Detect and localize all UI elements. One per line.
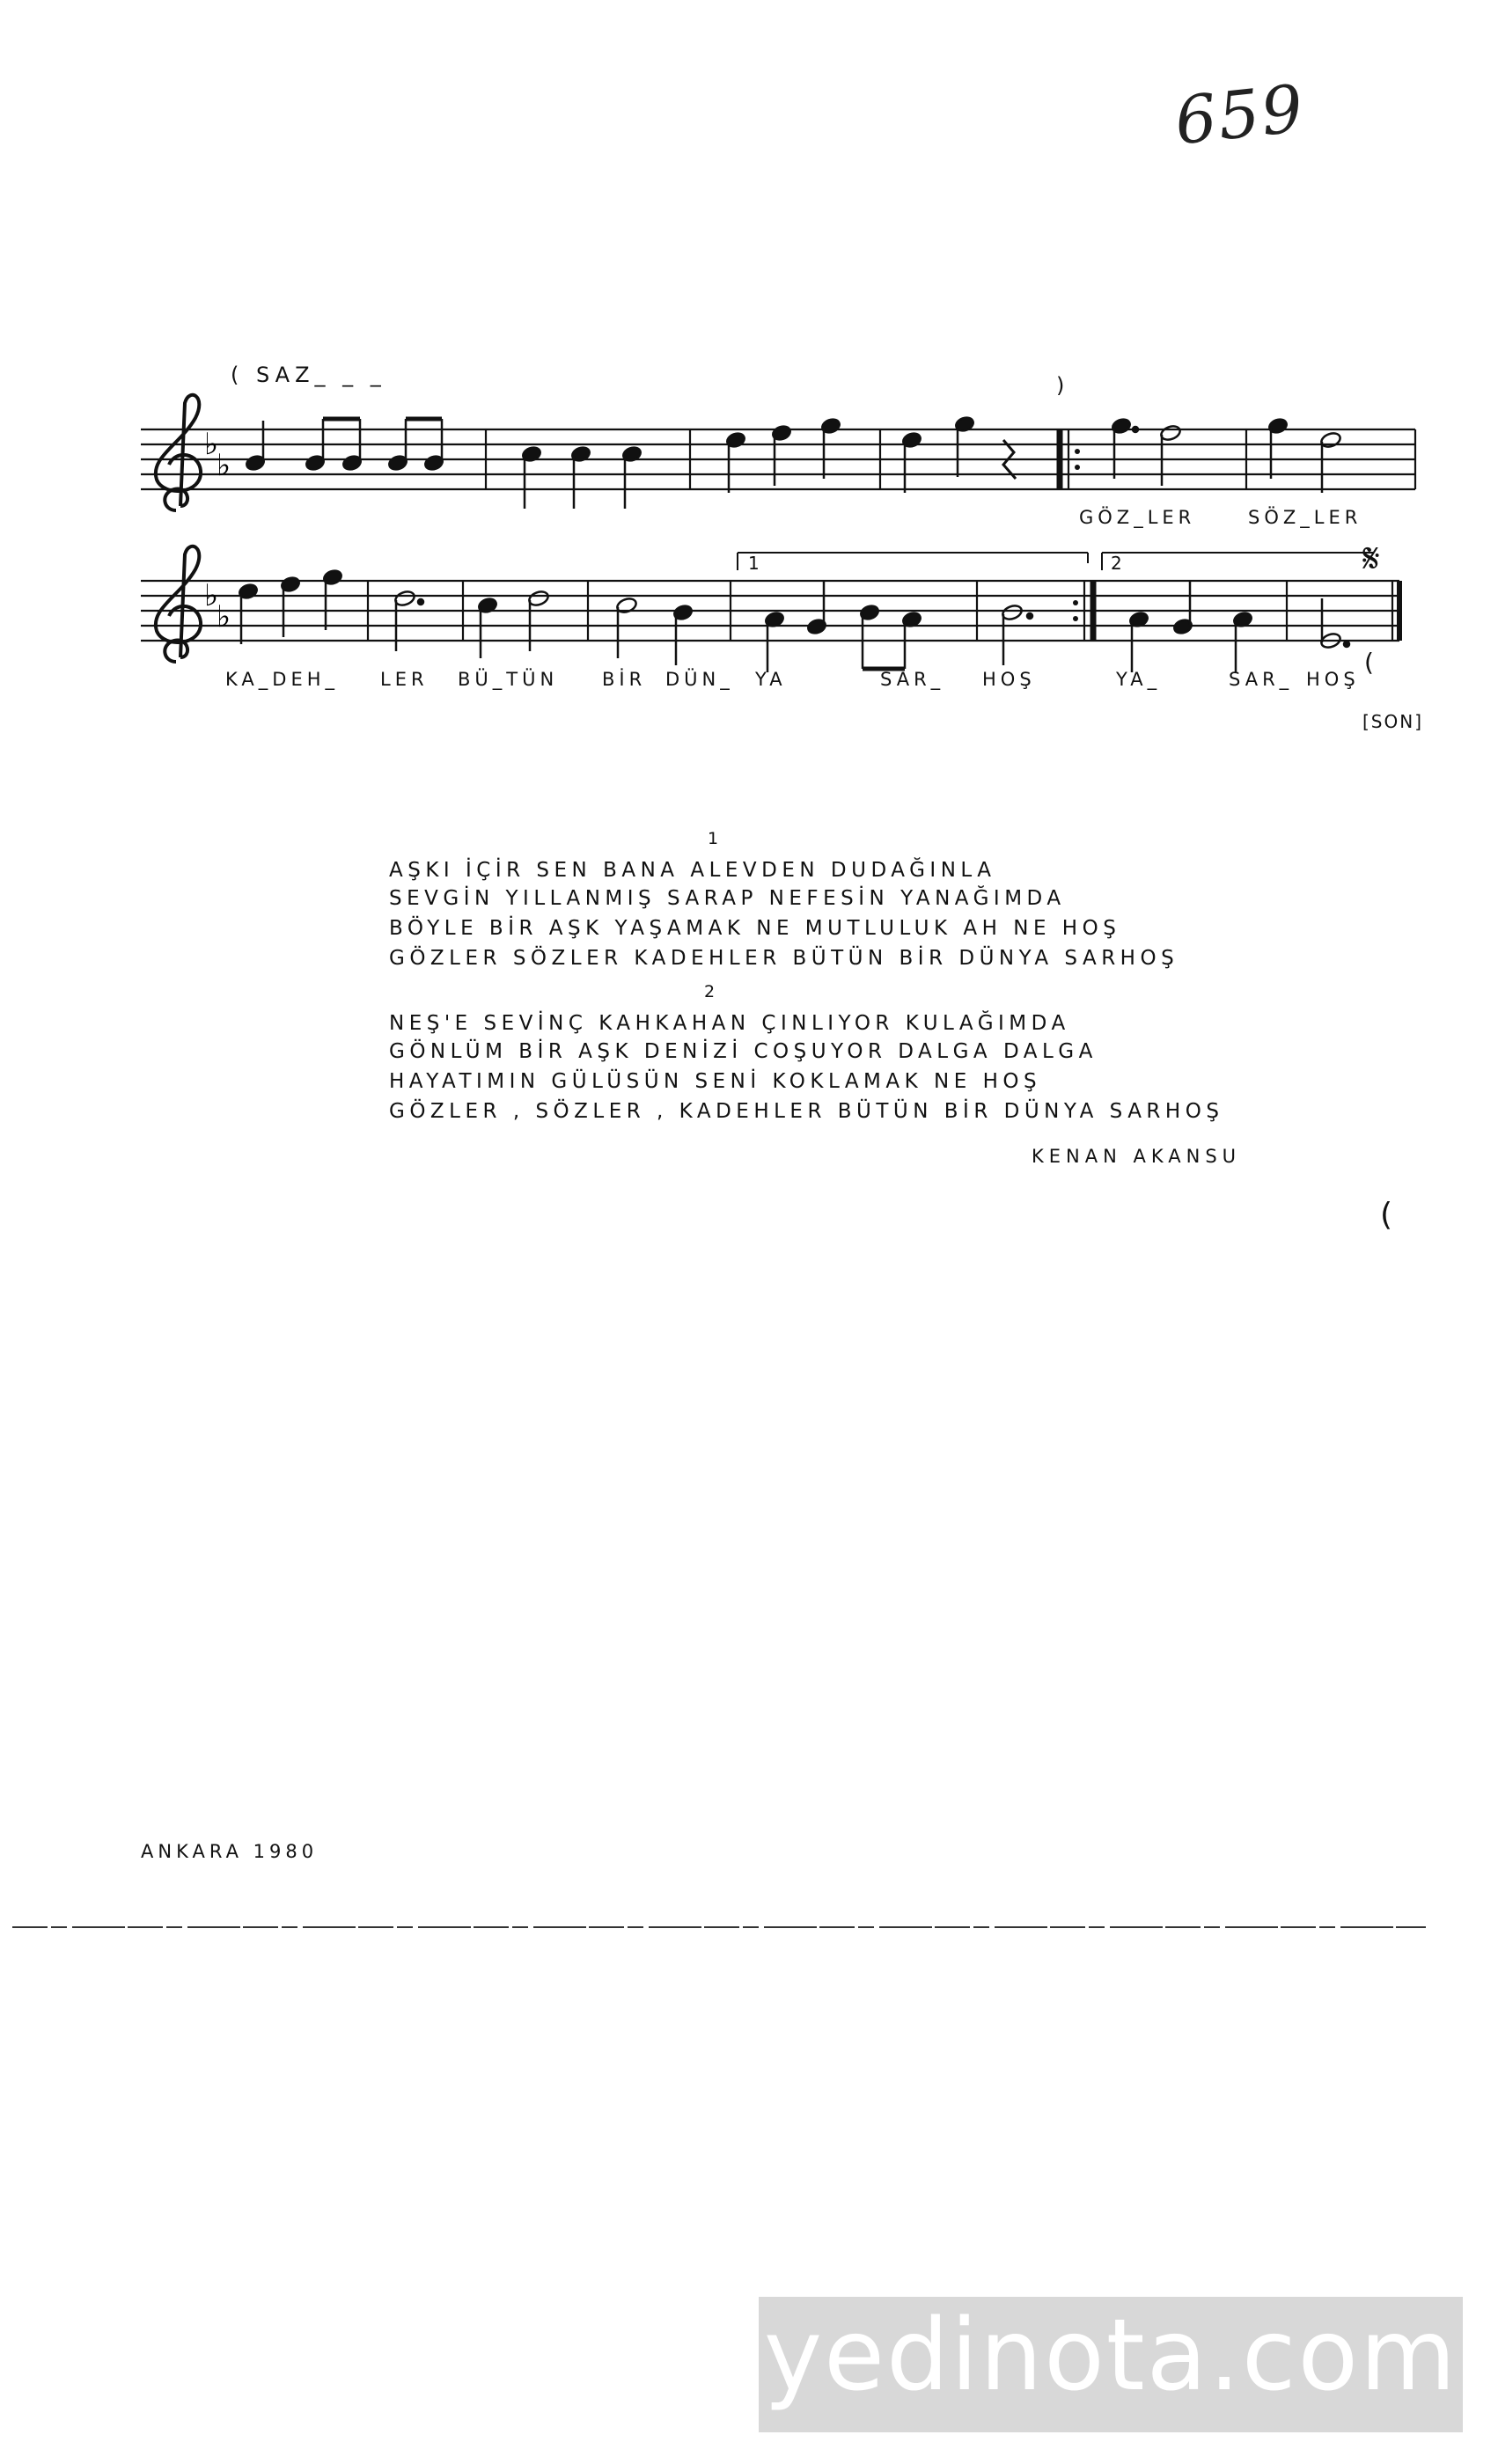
verse-1-line-4: GÖZLER SÖZLER KADEHLER BÜTÜN BİR DÜNYA SARHOŞ <box>389 947 1179 970</box>
lyric-staff2-5: DÜN_ <box>665 669 734 690</box>
saz-section-label: ( SAZ_ _ _ <box>231 363 386 387</box>
verse-2-line-2: GÖNLÜM BİR AŞK DENİZİ COŞUYOR DALGA DALGA <box>389 1040 1098 1063</box>
svg-text:𝄋: 𝄋 <box>1362 534 1380 582</box>
watermark-text: yedinota.com <box>763 2299 1458 2413</box>
lyric-staff2-9: YA_ <box>1116 669 1162 690</box>
verse-2-line-4: GÖZLER , SÖZLER , KADEHLER BÜTÜN BİR DÜNYA SARHOŞ <box>389 1100 1224 1123</box>
composer-name: KENAN AKANSU <box>1032 1146 1242 1167</box>
segno-icon <box>1362 534 1380 582</box>
saz-section-close: ) <box>1056 373 1065 398</box>
verse-2-line-1: NEŞ'E SEVİNÇ KAHKAHAN ÇINLIYOR KULAĞIMDA <box>389 1012 1070 1035</box>
measure-8 <box>393 590 423 651</box>
lyric-staff2-3: BÜ_TÜN <box>458 669 559 690</box>
volta-2-number: 2 <box>1111 553 1122 574</box>
flat-icon: ♭ <box>204 427 219 462</box>
treble-clef-icon <box>156 395 201 510</box>
verse-2-line-3: HAYATIMIN GÜLÜSÜN SENİ KOKLAMAK NE HOŞ <box>389 1070 1042 1093</box>
son-label: [SON] <box>1362 711 1424 732</box>
lyric-staff2-7: SAR_ <box>880 669 945 690</box>
volta-2-bracket <box>1102 553 1373 570</box>
staff-2-lines <box>141 581 1399 641</box>
lyric-staff2-11: HOŞ <box>1306 669 1360 690</box>
lyric-staff1-1: GÖZ_LER <box>1079 507 1196 528</box>
measure-12 <box>1001 604 1032 665</box>
measure-2 <box>521 445 643 509</box>
page-number: 659 <box>1171 70 1309 160</box>
verse-1-number: 1 <box>708 829 719 848</box>
verse-1-line-3: BÖYLE BİR AŞK YAŞAMAK NE MUTLULUK AH NE HOŞ <box>389 917 1121 940</box>
lyric-staff2-2: LER <box>380 669 429 690</box>
lyric-staff2-8: HOŞ <box>982 669 1036 690</box>
measure-10 <box>615 597 694 665</box>
verse-2-number: 2 <box>704 982 716 1001</box>
lyric-staff2-6: YA <box>755 669 787 690</box>
flat-icon: ♭ <box>217 599 231 634</box>
bottom-dashed-rule <box>0 1918 1498 1936</box>
flat-icon: ♭ <box>217 448 231 483</box>
verse-1-line-1: AŞKI İÇİR SEN BANA ALEVDEN DUDAĞINLA <box>389 859 996 882</box>
flat-icon: ♭ <box>204 578 219 613</box>
verse-1-line-2: SEVGİN YILLANMIŞ SARAP NEFESİN YANAĞIMDA <box>389 887 1066 910</box>
measure-9 <box>477 590 550 658</box>
measure-5 <box>1111 417 1182 486</box>
stray-paren: ( <box>1380 1197 1393 1233</box>
lyric-staff2-1: KA_DEH_ <box>225 669 339 690</box>
treble-clef-icon <box>156 546 201 662</box>
lyric-staff1-2: SÖZ_LER <box>1248 507 1362 528</box>
lyric-staff2-4: BİR <box>602 669 647 690</box>
watermark-banner <box>759 2297 1463 2432</box>
measure-4 <box>901 415 1016 493</box>
lyric-staff2-10: SAR_ <box>1229 669 1294 690</box>
stray-paren-staff: ( <box>1364 648 1374 677</box>
volta-1-number: 1 <box>748 553 760 574</box>
measure-14 <box>1319 598 1349 649</box>
place-date: ANKARA 1980 <box>141 1841 319 1862</box>
volta-1-bracket <box>738 553 1088 570</box>
